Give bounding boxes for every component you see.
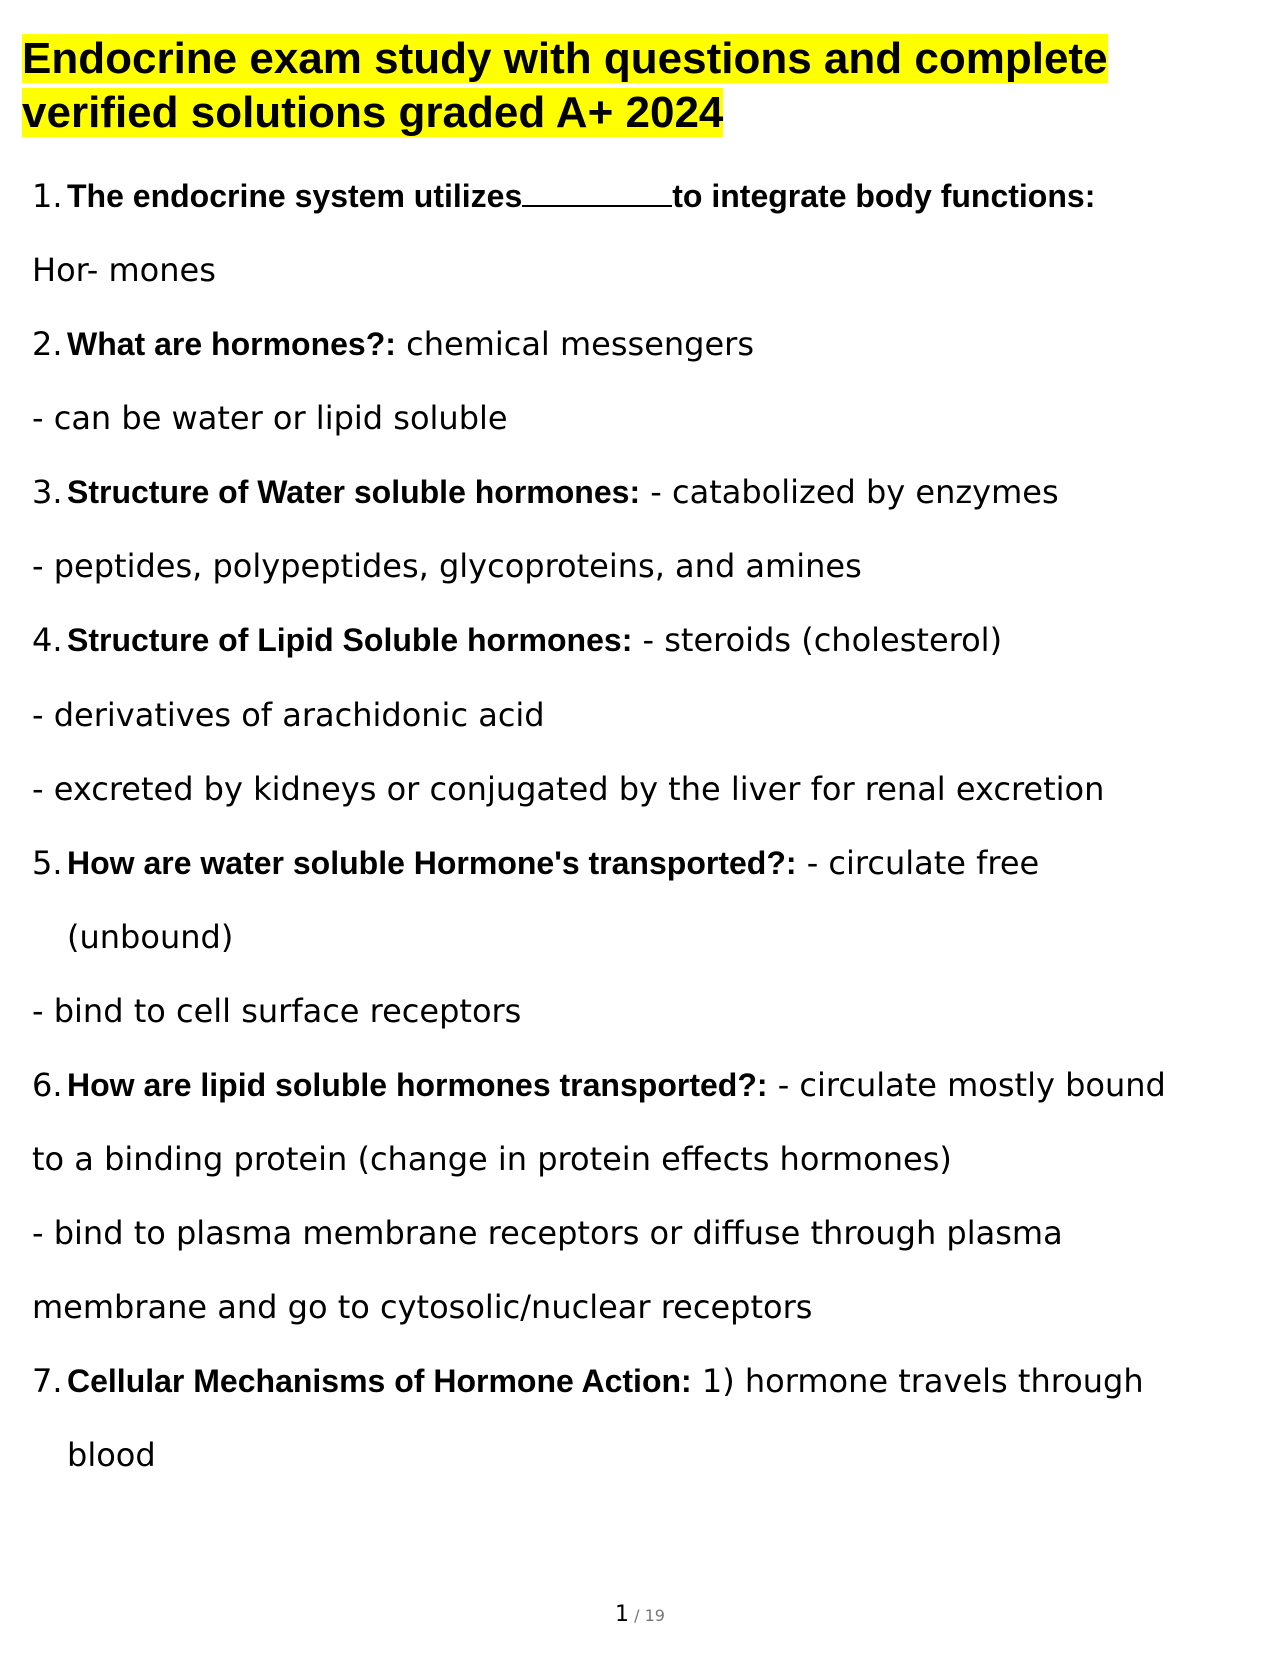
question-7 [32,1361,1242,1401]
question-number: 6. [32,1066,63,1104]
document-title [22,32,1202,140]
answer-line: Hor- mones [32,251,216,289]
question-number: 5. [32,844,63,882]
answer-continuation: blood [67,1436,156,1474]
question-number: 1. [32,177,63,215]
question-text: Structure of Water soluble hormones: [67,474,641,510]
answer-text: 1) hormone travels through [701,1362,1144,1400]
answer-line: - can be water or lipid soluble [32,399,508,437]
question-text: How are lipid soluble hormones transported?: [67,1067,768,1103]
answer-line: - peptides, polypeptides, glycoproteins, and amines [32,547,862,585]
question-5 [32,843,1242,883]
question-number: 3. [32,473,63,511]
question-4 [32,620,1242,660]
answer-line: - bind to cell surface receptors [32,992,522,1030]
answer-text: - steroids (cholesterol) [642,621,1003,659]
answer-text: - catabolized by enzymes [650,473,1059,511]
question-number: 7. [32,1362,63,1400]
question-text: to integrate body functions: [672,178,1096,214]
page-current: 1 [615,1602,630,1627]
answer-text: chemical messengers [406,325,754,363]
question-number: 4. [32,621,63,659]
fill-in-blank [522,179,672,207]
answer-line: to a binding protein (change in protein effects hormones) [32,1140,952,1178]
answer-line: - excreted by kidneys or conjugated by the liver for renal excretion [32,770,1105,808]
question-text: Cellular Mechanisms of Hormone Action: [67,1363,692,1399]
answer-text: - circulate free [806,844,1040,882]
answer-line: - derivatives of arachidonic acid [32,696,545,734]
question-text: How are water soluble Hormone's transported?: [67,845,797,881]
question-number: 2. [32,325,63,363]
answer-line: membrane and go to cytosolic/nuclear receptors [32,1288,813,1326]
page-total: / 19 [634,1606,665,1625]
answer-continuation: (unbound) [67,918,234,956]
question-1 [32,176,1242,216]
question-text: The endocrine system utilizes [67,178,523,214]
question-3 [32,472,1242,512]
answer-line: - bind to plasma membrane receptors or diffuse through plasma [32,1214,1063,1252]
question-6 [32,1065,1242,1105]
question-2 [32,324,1242,364]
answer-text: - circulate mostly bound [777,1066,1166,1104]
question-text: What are hormones?: [67,326,396,362]
page-indicator [0,1602,1280,1627]
question-text: Structure of Lipid Soluble hormones: [67,622,633,658]
title-highlight: Endocrine exam study with questions and complete verified solutions graded A+ 2024 [22,34,1108,137]
